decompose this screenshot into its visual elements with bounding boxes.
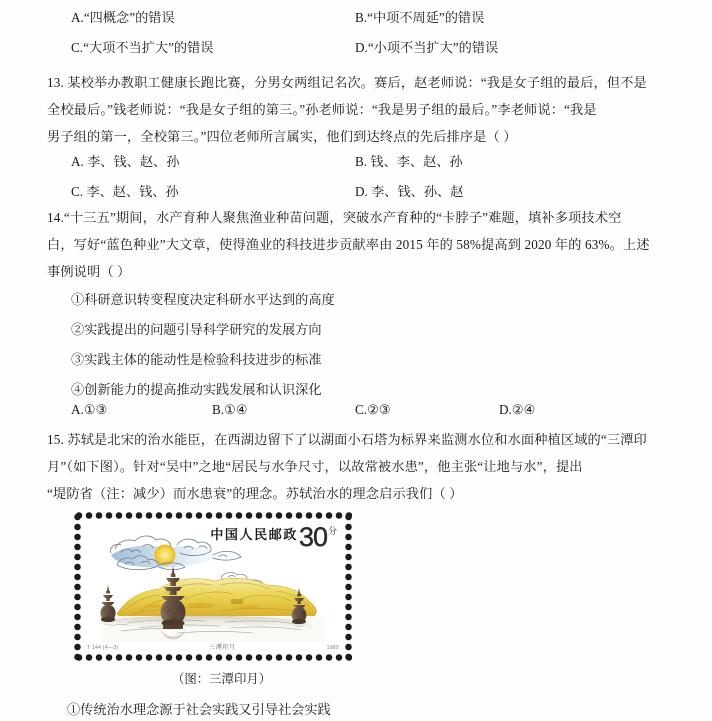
question-15-line-3: “堤防省（注：减少）而水患衰”的理念。苏轼治水的理念启示我们（ ） [47, 486, 463, 501]
stamp-year: 1989 [326, 645, 339, 651]
question-14-statement-1: ①科研意识转变程度决定科研水平达到的高度 [71, 292, 335, 307]
option-a-q13[interactable]: A. 李、钱、赵、孙 [71, 154, 180, 169]
question-15-line-1: 15. 苏轼是北宋的治水能臣，在西湖边留下了以湖面小石塔为标界来监测水位和水面种植区域的“三潭印 [47, 432, 647, 447]
question-13-line-3: 男子组的第一，全校第三。”四位老师所言属实，他们到达终点的先后排序是（ ） [47, 129, 517, 144]
stamp-perforation-left [74, 512, 81, 661]
option-a-q14[interactable]: A.①③ [71, 402, 108, 417]
question-14-line-3: 事例说明（ ） [47, 264, 131, 279]
water-group [101, 615, 325, 642]
stamp-denomination: 30 [298, 522, 327, 552]
option-b-q14[interactable]: B.①④ [212, 402, 248, 417]
stamp-perforation-top [74, 512, 352, 519]
stamp-header [210, 522, 337, 552]
stamp-denomination-unit: 分 [327, 526, 337, 536]
stamp-body [74, 512, 352, 661]
option-d-q12[interactable]: D.“小项不当扩大”的错误 [355, 40, 499, 55]
stamp-footer [87, 642, 339, 651]
option-b-q12[interactable]: B.“中项不周延”的错误 [355, 10, 485, 25]
option-c-q14[interactable]: C.②③ [355, 402, 391, 417]
question-14-statement-3: ③实践主体的能动性是检验科技进步的标准 [71, 352, 322, 367]
option-c-q13[interactable]: C. 李、赵、钱、孙 [71, 184, 179, 199]
question-15-line-2: 月”（如下图）。针对“吴中”之地“居民与水争尺寸，以故常被水患”，他主张“让地与水”，提出 [47, 459, 583, 474]
question-14-statement-4: ④创新能力的提高推动实践发展和认识深化 [71, 382, 322, 397]
figure-caption: （图：三潭印月） [172, 672, 272, 686]
option-b-q13[interactable]: B. 钱、李、赵、孙 [355, 154, 463, 169]
option-a-q12[interactable]: A.“四概念”的错误 [71, 10, 175, 25]
stamp-title: 三潭印月 [209, 645, 236, 651]
stamp-country-text: 中国人民邮政 [210, 527, 298, 542]
option-c-q12[interactable]: C.“大项不当扩大”的错误 [71, 40, 214, 55]
option-d-q14[interactable]: D.②④ [499, 402, 536, 417]
stamp-catalog-code: T 144 (4—3) [87, 645, 119, 651]
option-d-q13[interactable]: D. 李、钱、孙、赵 [355, 184, 464, 199]
question-14-line-1: 14.“十三五”期间，水产育种人聚焦渔业种苗问题，突破水产育种的“卡脖子”难题，填补多项技术空 [47, 210, 622, 225]
stamp-artwork-area [81, 519, 345, 654]
question-14-statement-2: ②实践提出的问题引导科学研究的发展方向 [71, 322, 322, 337]
question-14-line-2: 白，写好“蓝色种业”大文章，使得渔业的科技进步贡献率由 2015 年的 58%提高到 2020 年的 63%。上述 [47, 237, 650, 252]
question-15-statement-1: ①传统治水理念源于社会实践又引导社会实践 [67, 702, 331, 717]
question-13-line-1: 13. 某校举办教职工健康长跑比赛，分男女两组记名次。赛后，赵老师说：“我是女子组的最后，但不是 [47, 75, 647, 90]
stamp-perforation-bottom [74, 654, 352, 661]
figure-stamp-santanyinyue [74, 512, 352, 661]
stamp-perforation-right [345, 512, 352, 661]
question-13-line-2: 全校最后。”钱老师说：“我是女子组的第三。”孙老师说：“我是男子组的最后。”李老师说：“我是 [47, 102, 597, 117]
